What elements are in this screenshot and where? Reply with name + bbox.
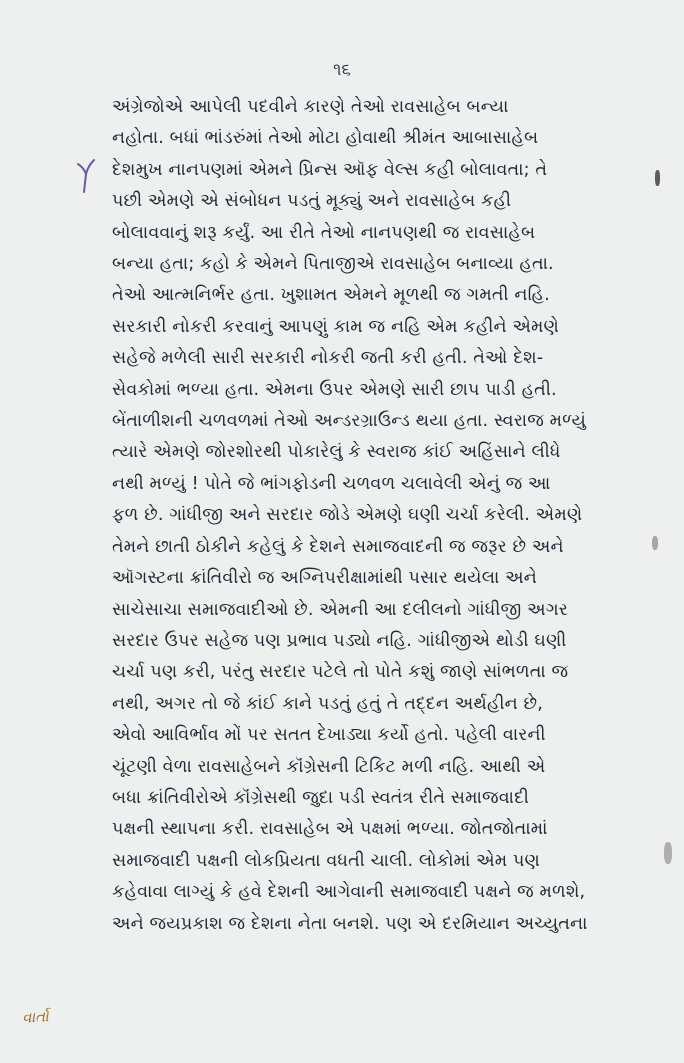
body-text [112,92,652,940]
text-line: સેવકોમાં ભળ્યા હતા. એમના ઉપર એમણે સારી છાપ પાડી હતી. [112,379,557,400]
text-line: સાચેસાચા સમાજવાદીઓ છે. એમની આ દલીલનો ગાંધીજી અગર [112,599,568,620]
text-line: બેંતાળીશની ચળવળમાં તેઓ અન્ડરગ્રાઉન્ડ થયા હતા. સ્વરાજ મળ્યું [112,411,586,432]
text-line: ફળ છે. ગાંધીજી અને સરદાર જોડે એમણે ઘણી ચર્ચા કરેલી. એમણે [112,505,583,526]
text-line: નહોતા. બધાં ભાંડરુંમાં તેઓ મોટા હોવાથી શ્રીમંત આબાસાહેબ [112,128,539,149]
text-line: પછી એમણે એ સંબોધન પડતું મૂક્યું અને રાવસાહેબ કહી [112,191,512,212]
margin-check-mark [74,158,98,196]
text-line: નથી, અગર તો જે કાંઈ કાને પડતું હતું તે તદ્દન અર્થહીન છે, [112,693,543,714]
ink-spot [664,842,672,864]
text-line: અને જયપ્રકાશ જ દેશના નેતા બનશે. પણ એ દરમિયાન અચ્યુતના [112,913,588,934]
text-line: દેશમુખ નાનપણમાં એમને પ્રિન્સ ઑફ વેલ્સ કહી બોલાવતા; તે [112,159,548,180]
text-line: ઑગસ્ટના ક્રાંતિવીરો જ અગ્નિપરીક્ષામાંથી પસાર થયેલા અને [112,568,537,589]
text-line: નથી મળ્યું ! પોતે જે ભાંગફોડની ચળવળ ચલાવેલી એનું જ આ [112,473,551,494]
text-line: ચર્ચા પણ કરી, પરંતુ સરદાર પટેલે તો પોતે કશું જાણે સાંભળતા જ [112,662,569,683]
text-line: બધા ક્રાંતિવીરોએ કૉંગ્રેસથી જુદા પડી સ્વતંત્ર રીતે સમાજવાદી [112,787,530,808]
text-line: તેમને છાતી ઠોકીને કહેલું કે દેશને સમાજવાદની જ જરૂર છે અને [112,536,564,557]
text-line: બન્યા હતા; કહો કે એમને પિતાજીએ રાવસાહેબ બનાવ્યા હતા. [112,254,554,275]
text-line: બોલાવવાનું શરૂ કર્યું. આ રીતે તેઓ નાનપણથી જ રાવસાહેબ [112,222,536,243]
ink-spot [655,170,660,186]
text-line: તેઓ આત્મનિર્ભર હતા. ખુશામત એમને મૂળથી જ ગમતી નહિ. [112,285,550,306]
text-line: સરદાર ઉપર સહેજ પણ પ્રભાવ પડ્યો નહિ. ગાંધીજીએ થોડી ઘણી [112,630,567,651]
ink-spot [652,536,658,550]
text-line: કહેવાવા લાગ્યું કે હવે દેશની આગેવાની સમાજવાદી પક્ષને જ મળશે, [112,882,586,903]
page-number: ૧૬ [333,60,351,80]
text-line: સમાજવાદી પક્ષની લોકપ્રિયતા વધતી ચાલી. લોકોમાં એમ પણ [112,850,540,871]
text-line: અંગ્રેજોએ આપેલી પદવીને કારણે તેઓ રાવસાહેબ બન્યા [112,97,509,117]
text-line: સરકારી નોકરી કરવાનું આપણું કામ જ નહિ એમ કહીને એમણે [112,316,559,337]
text-line: એવો આવિર્ભાવ મોં પર સતત દેખાડ્યા કર્યો હતો. પહેલી વારની [112,725,546,746]
text-line: ચૂંટણી વેળા રાવસાહેબને કૉંગ્રેસની ટિકિટ મળી નહિ. આથી એ [112,756,546,777]
text-line: ત્યારે એમણે જોરશોરથી પોકારેલું કે સ્વરાજ કાંઈ અહિંસાને લીધે [112,442,561,463]
text-line: સહેજે મળેલી સારી સરકારી નોકરી જતી કરી હતી. તેઓ દેશ- [112,348,544,369]
text-line: પક્ષની સ્થાપના કરી. રાવસાહેબ એ પક્ષમાં ભળ્યા. જોતજોતામાં [112,819,548,840]
margin-handwritten-note: વાર્તા [21,1007,50,1027]
